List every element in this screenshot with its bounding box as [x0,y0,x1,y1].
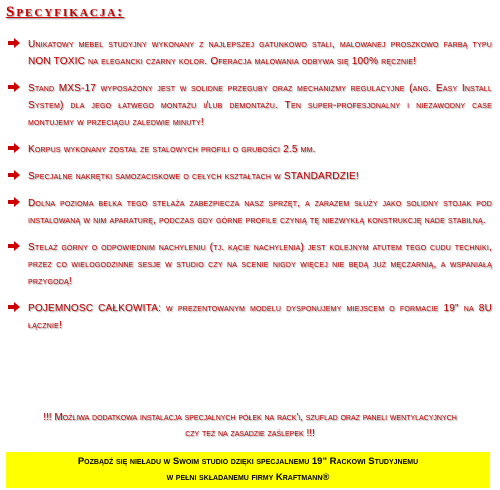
arrow-bullet-icon [8,197,20,207]
additional-options-note: !!! Możliwa dodatkowa instalacja specjalnych półek na rack'i, szuflad oraz paneli wentylacyjnych czy też na zasadzie zaślepek !!! [43,412,457,439]
list-item [6,239,492,290]
arrow-bullet-icon [8,241,20,251]
list-item-text: POJEMNOSC CAŁKOWITA: w prezentowanym modelu dysponujemy miejscem o formacie 19" na 8U łącznie! [28,303,492,331]
list-item [6,195,492,229]
list-item-text: Stelaż górny o odpowiednim nachyleniu (tj. kącie nachylenia) jest kolejnym atutem tego cudu techniki, przez co wielogodzinne sesje w studio czy na scenie nigdy więcej nie będą już męczarnią, a wspaniałą przygodą! [28,242,492,287]
page-title: Specyfikacja: [6,4,125,20]
list-item-text: Stand MXS-17 wyposażony jest w solidne przeguby oraz mechanizmy regulacyjne (ang. Easy Install System) dla jego łatwego montażu i/lub demontażu. Ten super-profesjonalny i niezawodny case montujemy w przeciągu zaledwie minuty! [28,83,492,128]
list-item [6,80,492,131]
arrow-bullet-icon [8,38,20,48]
list-item-text: Specjalne nakrętki samozaciskowe o cełych kształtach w STANDARDZIE! [28,171,359,182]
list-item [6,141,492,158]
footer-banner [6,452,490,488]
arrow-bullet-icon [8,302,20,312]
footer-line-2: w pełni składanemu firmy Kraftmann® [166,472,330,483]
spec-list [6,36,492,344]
list-item-text: Korpus wykonany został ze stalowych profili o grubości 2.5 mm. [28,144,316,155]
arrow-bullet-icon [8,143,20,153]
list-item [6,36,492,70]
footer-line-1: Pozbądź się nieładu w Swoim studio dzięki specjalnemu 19" Rackowi Studyjnemu [77,456,419,467]
arrow-bullet-icon [8,82,20,92]
list-item [6,168,492,185]
arrow-bullet-icon [8,170,20,180]
list-item-text: Dolna pozioma belka tego stelaża zabezpiecza nasz sprzęt, a zarazem służy jako solidny stojak pod instalowaną w nim aparaturę, podczas gdy górne profile czynią tę niezwykłą konstrukcję nade stabilną. [28,198,492,226]
list-item [6,300,492,334]
list-item-text: Unikatowy mebel studyjny wykonany z najlepszej gatunkowo stali, malowanej proszkowo farbą typu NON TOXIC na elegancki czarny kolor. Oferacja malowania odbywa się 100% ręcznie! [28,39,492,67]
